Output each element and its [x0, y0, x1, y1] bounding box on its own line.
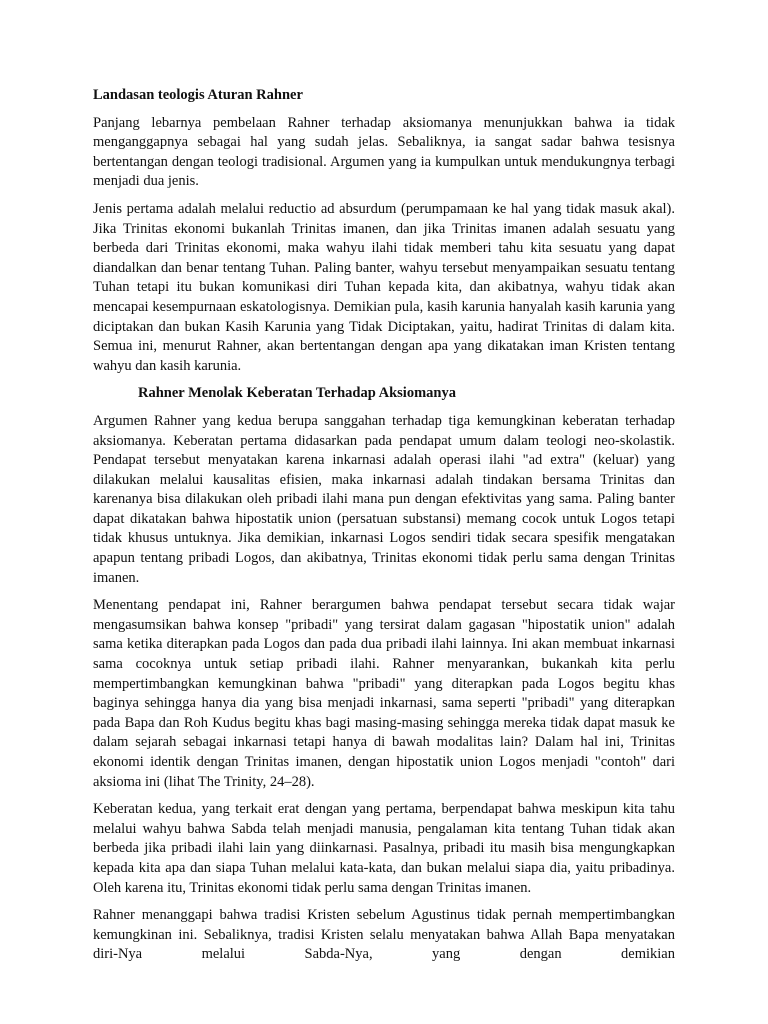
paragraph-1: Panjang lebarnya pembelaan Rahner terhadap aksiomanya menunjukkan bahwa ia tidak menganggapnya sebagai hal yang sudah jelas. Sebaliknya, ia sangat sadar bahwa tesisnya bertentangan dengan teologi tradisional. Argumen yang ia kumpulkan untuk mendukungnya terbagi menjadi dua jenis.: [93, 114, 675, 190]
document-body: [93, 86, 675, 973]
paragraph-5: Keberatan kedua, yang terkait erat dengan yang pertama, berpendapat bahwa meskipun kita tahu melalui wahyu bahwa Sabda telah menjadi manusia, pengalaman kita tentang Tuhan tidak akan berbeda jika pribadi ilahi lain yang diinkarnasi. Pasalnya, pribadi itu masih bisa mengungkapkan kepada kita apa dan siapa Tuhan melalui kata-kata, dan bukan melalui siapa dia, yaitu pribadinya. Oleh karena itu, Trinitas ekonomi tidak perlu sama dengan Trinitas imanen.: [93, 801, 675, 896]
section-heading-rahner-menolak: Rahner Menolak Keberatan Terhadap Aksiomanya: [138, 385, 456, 402]
paragraph-4: Menentang pendapat ini, Rahner berargumen bahwa pendapat tersebut secara tidak wajar mengasumsikan bahwa konsep "pribadi" yang tersirat dalam gagasan "hipostatik union" adalah sama ketika diterapkan pada Logos dan pada dua pribadi ilahi lainnya. Ini akan membuat inkarnasi sama cocoknya untuk setiap pribadi ilahi. Rahner menyarankan, bukankah kita perlu mempertimbangkan kemungkinan bahwa "pribadi" yang diterapkan pada Logos begitu khas baginya sehingga hanya dia yang bisa menjadi inkarnasi, sama seperti "pribadi" yang diterapkan pada Bapa dan Roh Kudus begitu khas bagi masing-masing sehingga mereka tidak dapat masuk ke dalam sejarah sebagai inkarnasi tetapi hanya di bawah modalitas lain? Dalam hal ini, Trinitas ekonomi identik dengan Trinitas imanen, dengan hipostatik union Logos menjadi "contoh" dari aksioma ini (lihat The Trinity, 24–28).: [93, 597, 675, 790]
section-heading-landasan: Landasan teologis Aturan Rahner: [93, 87, 303, 103]
paragraph-2: Jenis pertama adalah melalui reductio ad absurdum (perumpamaan ke hal yang tidak masuk akal). Jika Trinitas ekonomi bukanlah Trinitas imanen, dan jika Trinitas imanen adalah sesuatu yang berbeda dari Trinitas ekonomi, maka wahyu ilahi tidak memberi tahu kita sesuatu yang dapat diandalkan dan benar tentang Tuhan. Paling banter, wahyu tersebut menyampaikan sesuatu tentang Tuhan tetapi itu bukan komunikasi diri Tuhan kepada kita, dan akibatnya, wahyu tidak akan mencapai kesempurnaan eskatologisnya. Demikian pula, kasih karunia hanyalah kasih karunia yang diciptakan dan bukan Kasih Karunia yang Tidak Diciptakan, yaitu, hadirat Trinitas di dalam kita. Semua ini, menurut Rahner, akan bertentangan dengan apa yang dikatakan iman Kristen tentang wahyu dan kasih karunia.: [93, 200, 675, 374]
paragraph-3: Argumen Rahner yang kedua berupa sanggahan terhadap tiga kemungkinan keberatan terhadap aksiomanya. Keberatan pertama didasarkan pada pendapat umum dalam teologi neo-skolastik. Pendapat tersebut menyatakan karena inkarnasi adalah operasi ilahi "ad extra" (keluar) yang dilakukan melalui kausalitas efisien, maka inkarnasi adalah tindakan bersama Trinitas dan karenanya bisa dilakukan oleh pribadi ilahi mana pun dengan efektivitas yang sama. Paling banter dapat dikatakan bahwa hipostatik union (persatuan substansi) memang cocok untuk Logos tetapi tidak khusus untuknya. Jika demikian, inkarnasi Logos sendiri tidak secara spesifik mengatakan apapun tentang pribadi Logos, dan akibatnya, Trinitas ekonomi tidak perlu sama dengan Trinitas imanen.: [93, 412, 675, 586]
paragraph-6: Rahner menanggapi bahwa tradisi Kristen sebelum Agustinus tidak pernah mempertimbangkan kemungkinan ini. Sebaliknya, tradisi Kristen selalu menyatakan bahwa Allah Bapa menyatakan diri-Nya melalui Sabda-Nya, yang dengan demikian: [93, 907, 675, 963]
